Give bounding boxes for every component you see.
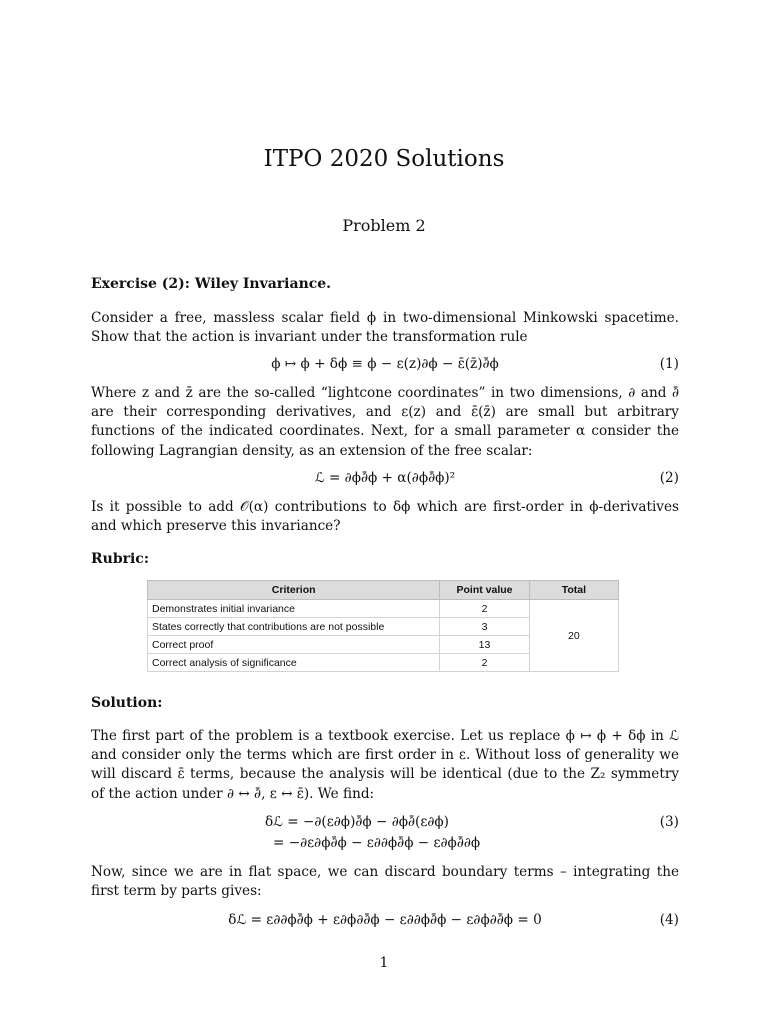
criterion-cell: Demonstrates initial invariance: [148, 600, 440, 618]
equation-4-body: δℒ = ε∂∂ϕ∂̄ϕ + ε∂ϕ∂∂̄ϕ − ε∂∂ϕ∂̄ϕ − ε∂ϕ∂∂̄ϕ = 0: [228, 912, 542, 928]
criterion-cell: Correct analysis of significance: [148, 654, 440, 672]
where-paragraph: Where z and z̄ are the so-called “lightcone coordinates” in two dimensions, ∂ and ∂̄ are their corresponding derivatives, and ε(z) and ε̄(z̄) are small but arbitrary functions of the indicated coordinates. Next, for a small parameter α consider the following Lagrangian density, as an extension of the free scalar:: [91, 385, 679, 459]
header-criterion: Criterion: [148, 581, 440, 600]
equation-3: [91, 812, 679, 854]
total-cell: 20: [529, 600, 618, 672]
rubric-heading: Rubric:: [91, 551, 149, 567]
solution-heading: Solution:: [91, 695, 163, 711]
equation-2-number: (2): [659, 470, 679, 486]
header-total: Total: [529, 581, 618, 600]
header-point-value: Point value: [440, 581, 529, 600]
equation-4-number: (4): [659, 912, 679, 928]
table-row: [148, 600, 619, 618]
page-title: ITPO 2020 Solutions: [263, 146, 505, 172]
criterion-cell: Correct proof: [148, 636, 440, 654]
equation-1-body: ϕ ↦ ϕ + δϕ ≡ ϕ − ε(z)∂ϕ − ε̄(z̄)∂̄ϕ: [271, 356, 499, 372]
rubric-table: [147, 580, 619, 672]
boundary-paragraph: Now, since we are in flat space, we can discard boundary terms – integrating the first term by parts gives:: [91, 864, 679, 900]
point-value-cell: 2: [440, 654, 529, 672]
point-value-cell: 2: [440, 600, 529, 618]
equation-3-line-1: δℒ = −∂(ε∂ϕ)∂̄ϕ − ∂ϕ∂̄(ε∂ϕ): [265, 814, 449, 830]
equation-3-number: (3): [659, 814, 679, 830]
intro-paragraph: Consider a free, massless scalar field ϕ in two-dimensional Minkowski spacetime. Show that the action is invariant under the transformation rule: [91, 310, 679, 346]
point-value-cell: 3: [440, 618, 529, 636]
equation-1-number: (1): [659, 356, 679, 372]
exercise-heading: Exercise (2): Wiley Invariance.: [91, 276, 332, 292]
solution-paragraph: The first part of the problem is a textbook exercise. Let us replace ϕ ↦ ϕ + δϕ in ℒ and consider only the terms which are first order in ε. Without loss of generality we will discard ε̄ terms, because the analysis will be identical (due to the Z₂ symmetry of the action under ∂ ↔ ∂̄, ε ↔ ε̄). We find:: [91, 728, 679, 802]
page-number: 1: [379, 955, 389, 971]
question-paragraph: Is it possible to add 𝒪(α) contributions to δϕ which are first-order in ϕ-derivatives and which preserve this invariance?: [91, 499, 679, 535]
point-value-cell: 13: [440, 636, 529, 654]
equation-1: [91, 354, 679, 374]
problem-subtitle: Problem 2: [342, 216, 426, 235]
equation-4: [91, 910, 679, 930]
equation-2: [91, 468, 679, 488]
rubric-header-row: [148, 581, 619, 600]
equation-3-line-2: = −∂ε∂ϕ∂̄ϕ − ε∂∂ϕ∂̄ϕ − ε∂ϕ∂̄∂ϕ: [273, 835, 481, 851]
equation-2-body: ℒ = ∂ϕ∂̄ϕ + α(∂ϕ∂̄ϕ)²: [314, 470, 456, 486]
criterion-cell: States correctly that contributions are not possible: [148, 618, 440, 636]
